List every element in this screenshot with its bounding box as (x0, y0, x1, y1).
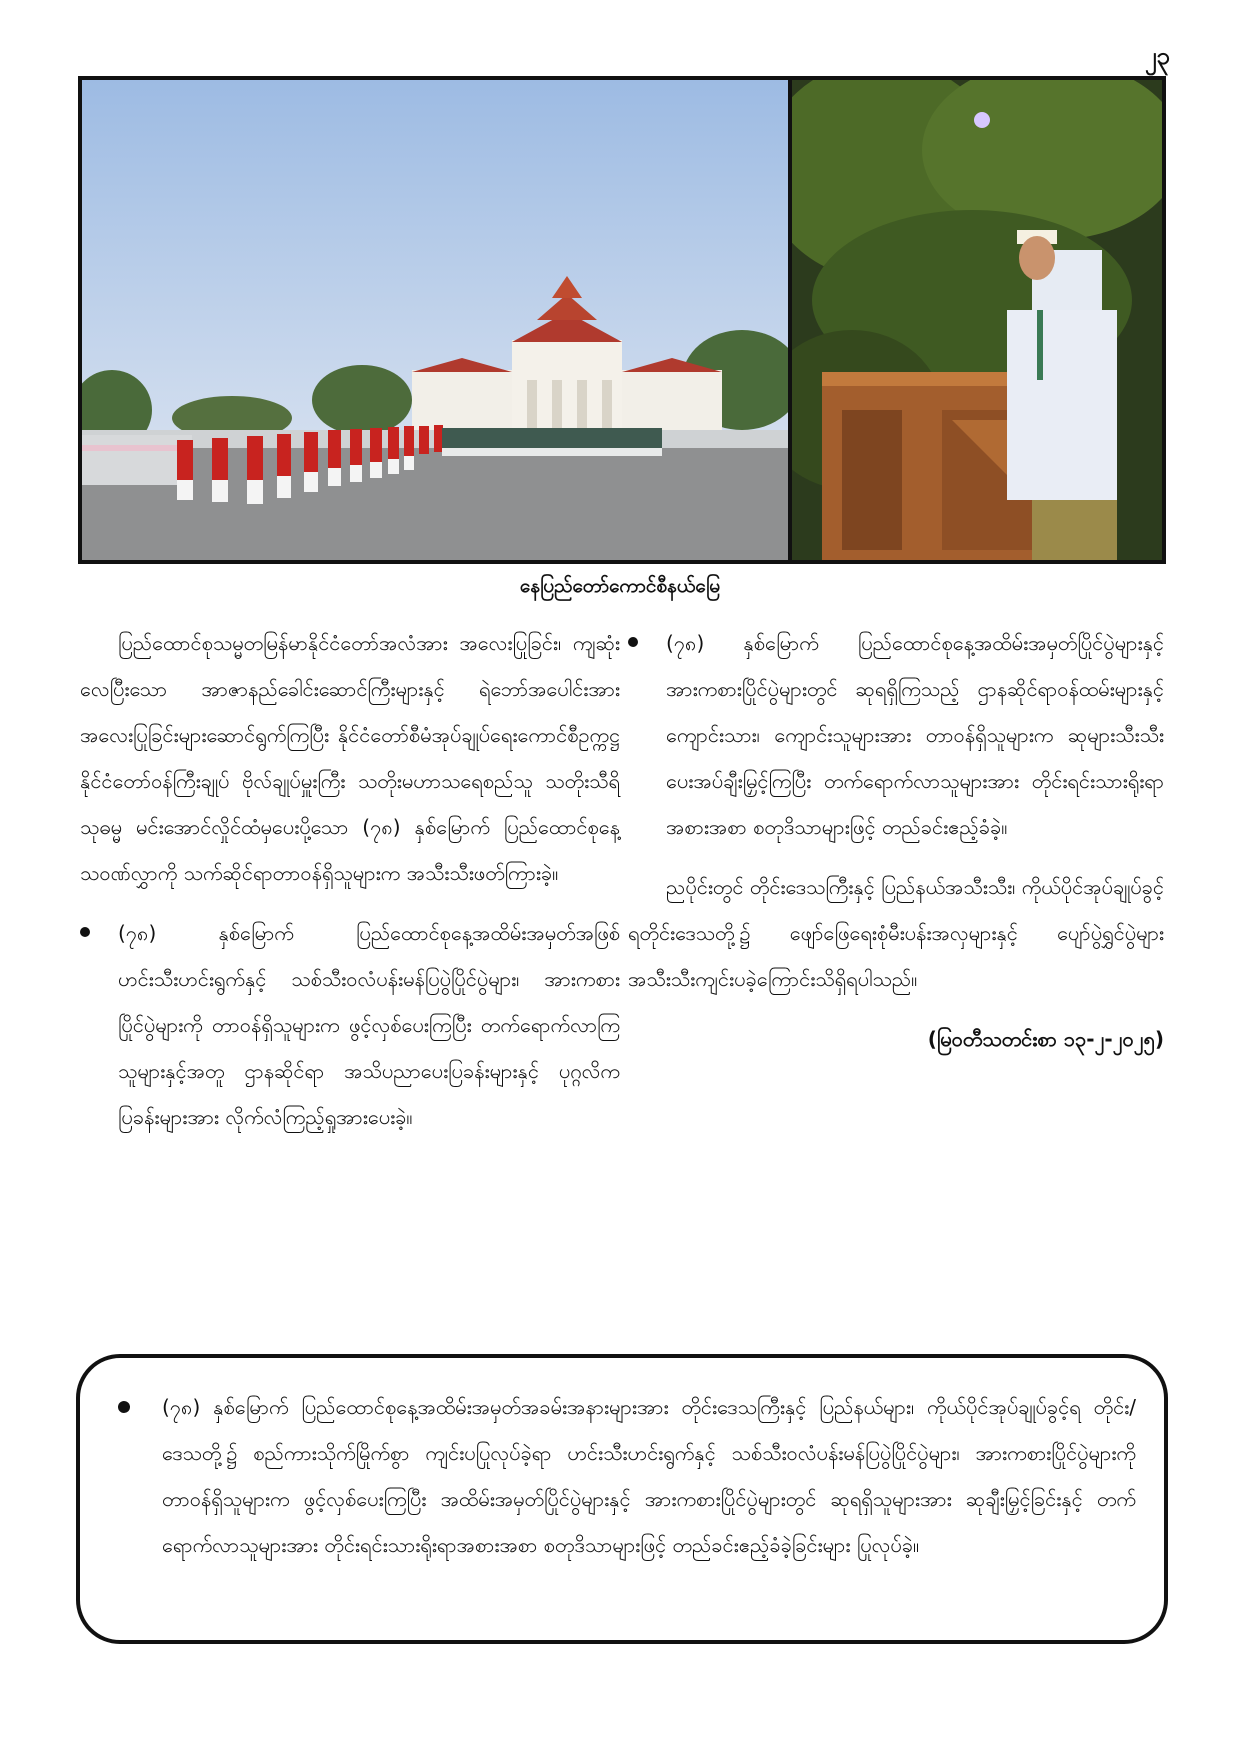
speaker-at-podium-photo (792, 80, 1162, 560)
right-paragraph: ညပိုင်းတွင် တိုင်းဒေသကြီးနှင့် ပြည်နယ်အသီးသီး၊ ကိုယ်ပိုင်အုပ်ချုပ်ခွင့်ရတိုင်းဒေသတို့၌ ဖျော်ဖြေရေးစုံမီးပန်းအလှများနှင့် ပျော်ပွဲရွှင်ပွဲများ အသီးသီးကျင်းပခဲ့ကြောင်းသိရှိရပါသည်။ (628, 875, 1164, 991)
bullet-icon (118, 1401, 130, 1413)
summary-box (76, 1354, 1168, 1644)
bullet-icon (628, 637, 638, 647)
parade-ground-photo (82, 80, 788, 560)
left-paragraph: ပြည်ထောင်စုသမ္မတမြန်မာနိုင်ငံတော်အလံအား အလေးပြုခြင်း၊ ကျဆုံးလေပြီးသော အာဇာနည်ခေါင်းဆောင်ကြီးများနှင့် ရဲဘော်အပေါင်းအား အလေးပြုခြင်းများဆောင်ရွက်ကြပြီး နိုင်ငံတော်စီမံအုပ်ချုပ်ရေးကောင်စီဥက္ကဋ္ဌ နိုင်ငံတော်ဝန်ကြီးချုပ် ဗိုလ်ချုပ်မှူးကြီး သတိုးမဟာသရေစည်သူ သတိုးသီရိသုဓမ္မ မင်းအောင်လှိုင်ထံမှပေးပို့သော (၇၈) နှစ်မြောက် ပြည်ထောင်စုနေ့သဝဏ်လွှာကို သက်ဆိုင်ရာတာဝန်ရှိသူများက အသီးသီးဖတ်ကြားခဲ့။ (80, 631, 620, 885)
right-bullet-item (628, 620, 1164, 850)
left-bullet-text: (၇၈) နှစ်မြောက် ပြည်ထောင်စုနေ့အထိမ်းအမှတ်အဖြစ် ဟင်းသီးဟင်းရွက်နှင့် သစ်သီးဝလံပန်းမန်ပြပွဲပြိုင်ပွဲများ၊ အားကစားပြိုင်ပွဲများကို တာဝန်ရှိသူများက ဖွင့်လှစ်ပေးကြပြီး တက်ရောက်လာကြသူများနှင့်အတူ ဌာနဆိုင်ရာ အသိပညာပေးပြခန်းများနှင့် ပုဂ္ဂလိကပြခန်းများအား လိုက်လံကြည့်ရှုအားပေးခဲ့။ (118, 921, 620, 1129)
news-source: (မြဝတီသတင်းစာ ၁၃-၂-၂၀၂၅) (927, 1027, 1164, 1051)
bullet-icon (80, 927, 90, 937)
page-number: ၂၃ (1144, 42, 1170, 70)
photo-frame (78, 76, 1166, 564)
photo-caption: နေပြည်တော်ကောင်စီနယ်မြေ (519, 575, 721, 597)
left-bullet-item (80, 910, 620, 1140)
right-bullet-text: (၇၈) နှစ်မြောက် ပြည်ထောင်စုနေ့အထိမ်းအမှတ်ပြိုင်ပွဲများနှင့် အားကစားပြိုင်ပွဲများတွင် ဆုရရှိကြသည့် ဌာနဆိုင်ရာဝန်ထမ်းများနှင့် ကျောင်းသား၊ ကျောင်းသူများအား တာဝန်ရှိသူများက ဆုများသီးသီးပေးအပ်ချီးမြှင့်ကြပြီး တက်ရောက်လာသူများအား တိုင်းရင်းသားရိုးရာအစားအစာ စတုဒိသာများဖြင့် တည်ခင်းဧည့်ခံခဲ့။ (666, 631, 1164, 839)
left-column (80, 620, 620, 1154)
right-column (628, 620, 1164, 1062)
summary-bullet-item (108, 1384, 1136, 1568)
summary-text: (၇၈) နှစ်မြောက် ပြည်ထောင်စုနေ့အထိမ်းအမှတ်အခမ်းအနားများအား တိုင်းဒေသကြီးနှင့် ပြည်နယ်များ၊ ကိုယ်ပိုင်အုပ်ချုပ်ခွင့်ရ တိုင်း/ဒေသတို့၌ စည်ကားသိုက်မြိုက်စွာ ကျင်းပပြုလုပ်ခဲ့ရာ ဟင်းသီးဟင်းရွက်နှင့် သစ်သီးဝလံပန်းမန်ပြပွဲပြိုင်ပွဲများ၊ အားကစားပြိုင်ပွဲများကို တာဝန်ရှိသူများက ဖွင့်လှစ်ပေးကြပြီး အထိမ်းအမှတ်ပြိုင်ပွဲများနှင့် အားကစားပြိုင်ပွဲများတွင် ဆုရရှိသူများအား ဆုချီးမြှင့်ခြင်းနှင့် တက်ရောက်လာသူများအား တိုင်းရင်းသားရိုးရာအစားအစာ စတုဒိသာများဖြင့် တည်ခင်းဧည့်ခံခဲ့ခြင်းများ ပြုလုပ်ခဲ့။ (162, 1395, 1136, 1557)
